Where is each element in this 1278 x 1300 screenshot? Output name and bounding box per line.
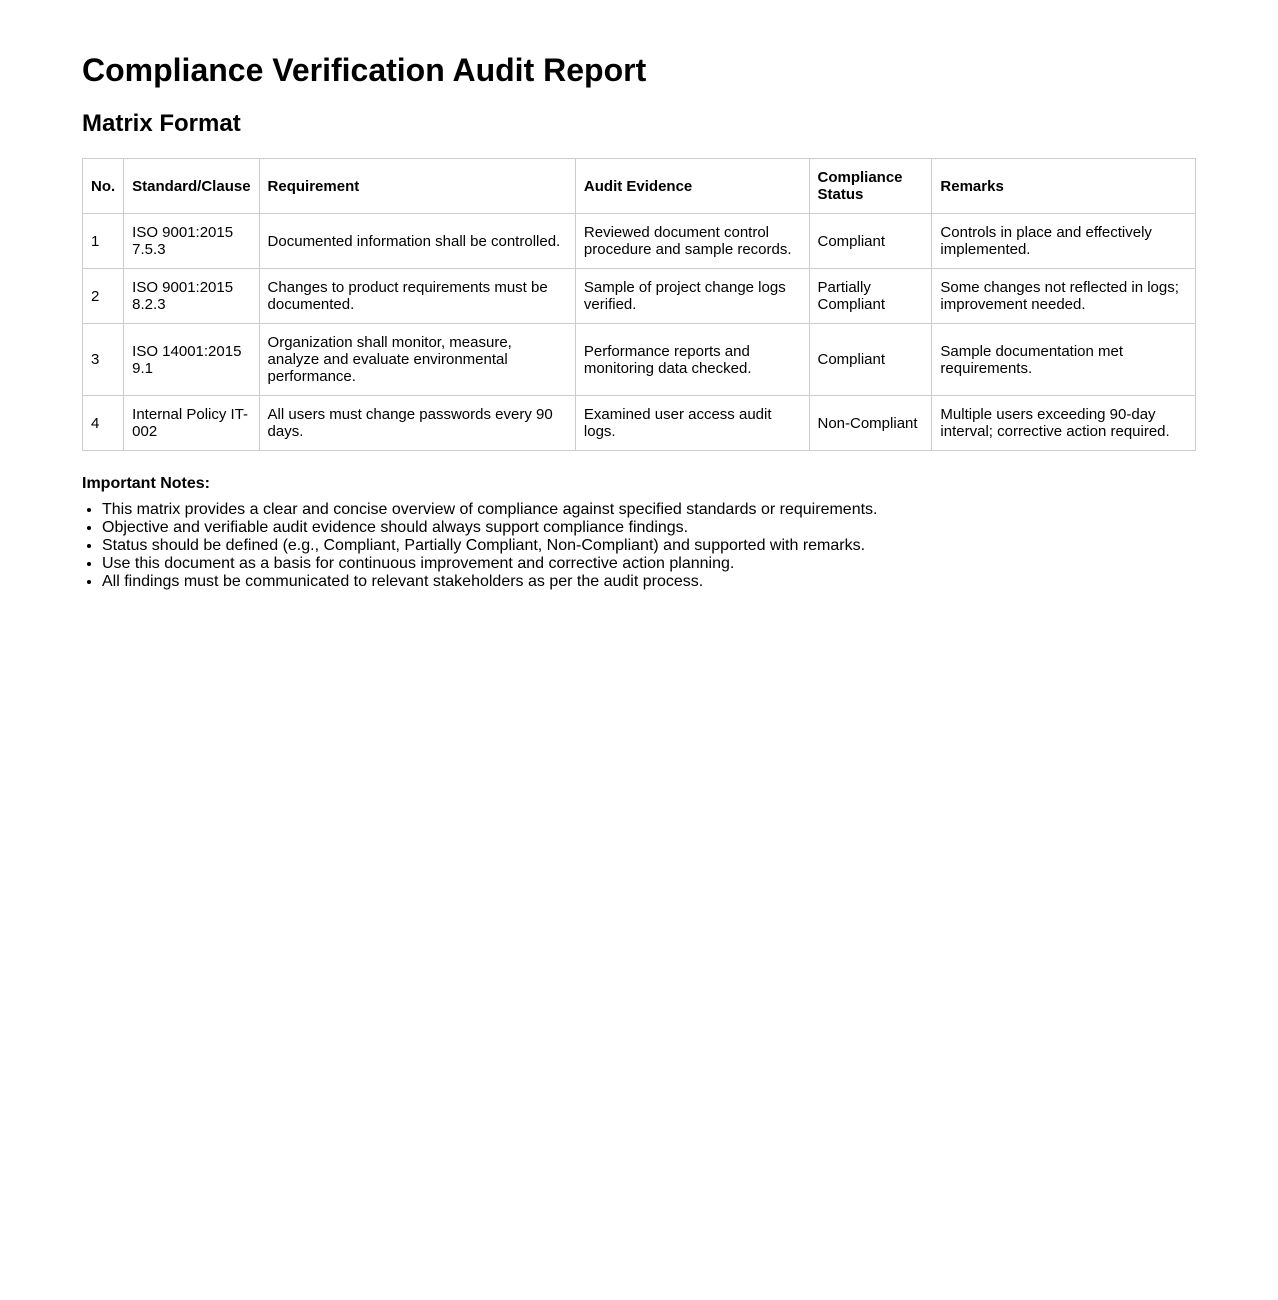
compliance-matrix-table — [82, 158, 1196, 451]
header-requirement: Requirement — [259, 159, 575, 214]
cell-requirement: Organization shall monitor, measure, analyze and evaluate environmental performance. — [259, 324, 575, 396]
cell-status: Partially Compliant — [809, 269, 932, 324]
cell-remarks: Controls in place and effectively implemented. — [932, 214, 1196, 269]
cell-remarks: Multiple users exceeding 90-day interval; corrective action required. — [932, 396, 1196, 451]
cell-standard: ISO 9001:2015 7.5.3 — [124, 214, 259, 269]
cell-status: Compliant — [809, 214, 932, 269]
notes-heading: Important Notes: — [82, 475, 210, 492]
cell-no: 4 — [83, 396, 124, 451]
cell-requirement: Documented information shall be controlled. — [259, 214, 575, 269]
cell-status: Non-Compliant — [809, 396, 932, 451]
header-evidence: Audit Evidence — [575, 159, 809, 214]
notes-list — [82, 501, 1196, 591]
report-page — [0, 0, 1278, 591]
cell-no: 1 — [83, 214, 124, 269]
cell-no: 3 — [83, 324, 124, 396]
cell-evidence: Sample of project change logs verified. — [575, 269, 809, 324]
header-no: No. — [83, 159, 124, 214]
page-title: Compliance Verification Audit Report — [82, 52, 647, 88]
table-row — [83, 214, 1196, 269]
table-row — [83, 269, 1196, 324]
list-item: • This matrix provides a clear and concise overview of compliance against specified standards or requirements. — [102, 501, 1196, 519]
table-row — [83, 396, 1196, 451]
cell-evidence: Reviewed document control procedure and sample records. — [575, 214, 809, 269]
cell-standard: ISO 9001:2015 8.2.3 — [124, 269, 259, 324]
list-item: • All findings must be communicated to relevant stakeholders as per the audit process. — [102, 573, 1196, 591]
header-remarks: Remarks — [932, 159, 1196, 214]
cell-remarks: Some changes not reflected in logs; improvement needed. — [932, 269, 1196, 324]
cell-standard: ISO 14001:2015 9.1 — [124, 324, 259, 396]
table-header-row — [83, 159, 1196, 214]
cell-standard: Internal Policy IT-002 — [124, 396, 259, 451]
list-item: • Use this document as a basis for continuous improvement and corrective action planning. — [102, 555, 1196, 573]
cell-no: 2 — [83, 269, 124, 324]
cell-status: Compliant — [809, 324, 932, 396]
header-standard: Standard/Clause — [124, 159, 259, 214]
table-row — [83, 324, 1196, 396]
cell-remarks: Sample documentation met requirements. — [932, 324, 1196, 396]
cell-evidence: Performance reports and monitoring data checked. — [575, 324, 809, 396]
cell-requirement: All users must change passwords every 90 days. — [259, 396, 575, 451]
list-item: • Status should be defined (e.g., Compliant, Partially Compliant, Non-Compliant) and supported with remarks. — [102, 537, 1196, 555]
cell-evidence: Examined user access audit logs. — [575, 396, 809, 451]
section-title: Matrix Format — [82, 110, 241, 137]
cell-requirement: Changes to product requirements must be documented. — [259, 269, 575, 324]
header-status: Compliance Status — [809, 159, 932, 214]
list-item: • Objective and verifiable audit evidence should always support compliance findings. — [102, 519, 1196, 537]
